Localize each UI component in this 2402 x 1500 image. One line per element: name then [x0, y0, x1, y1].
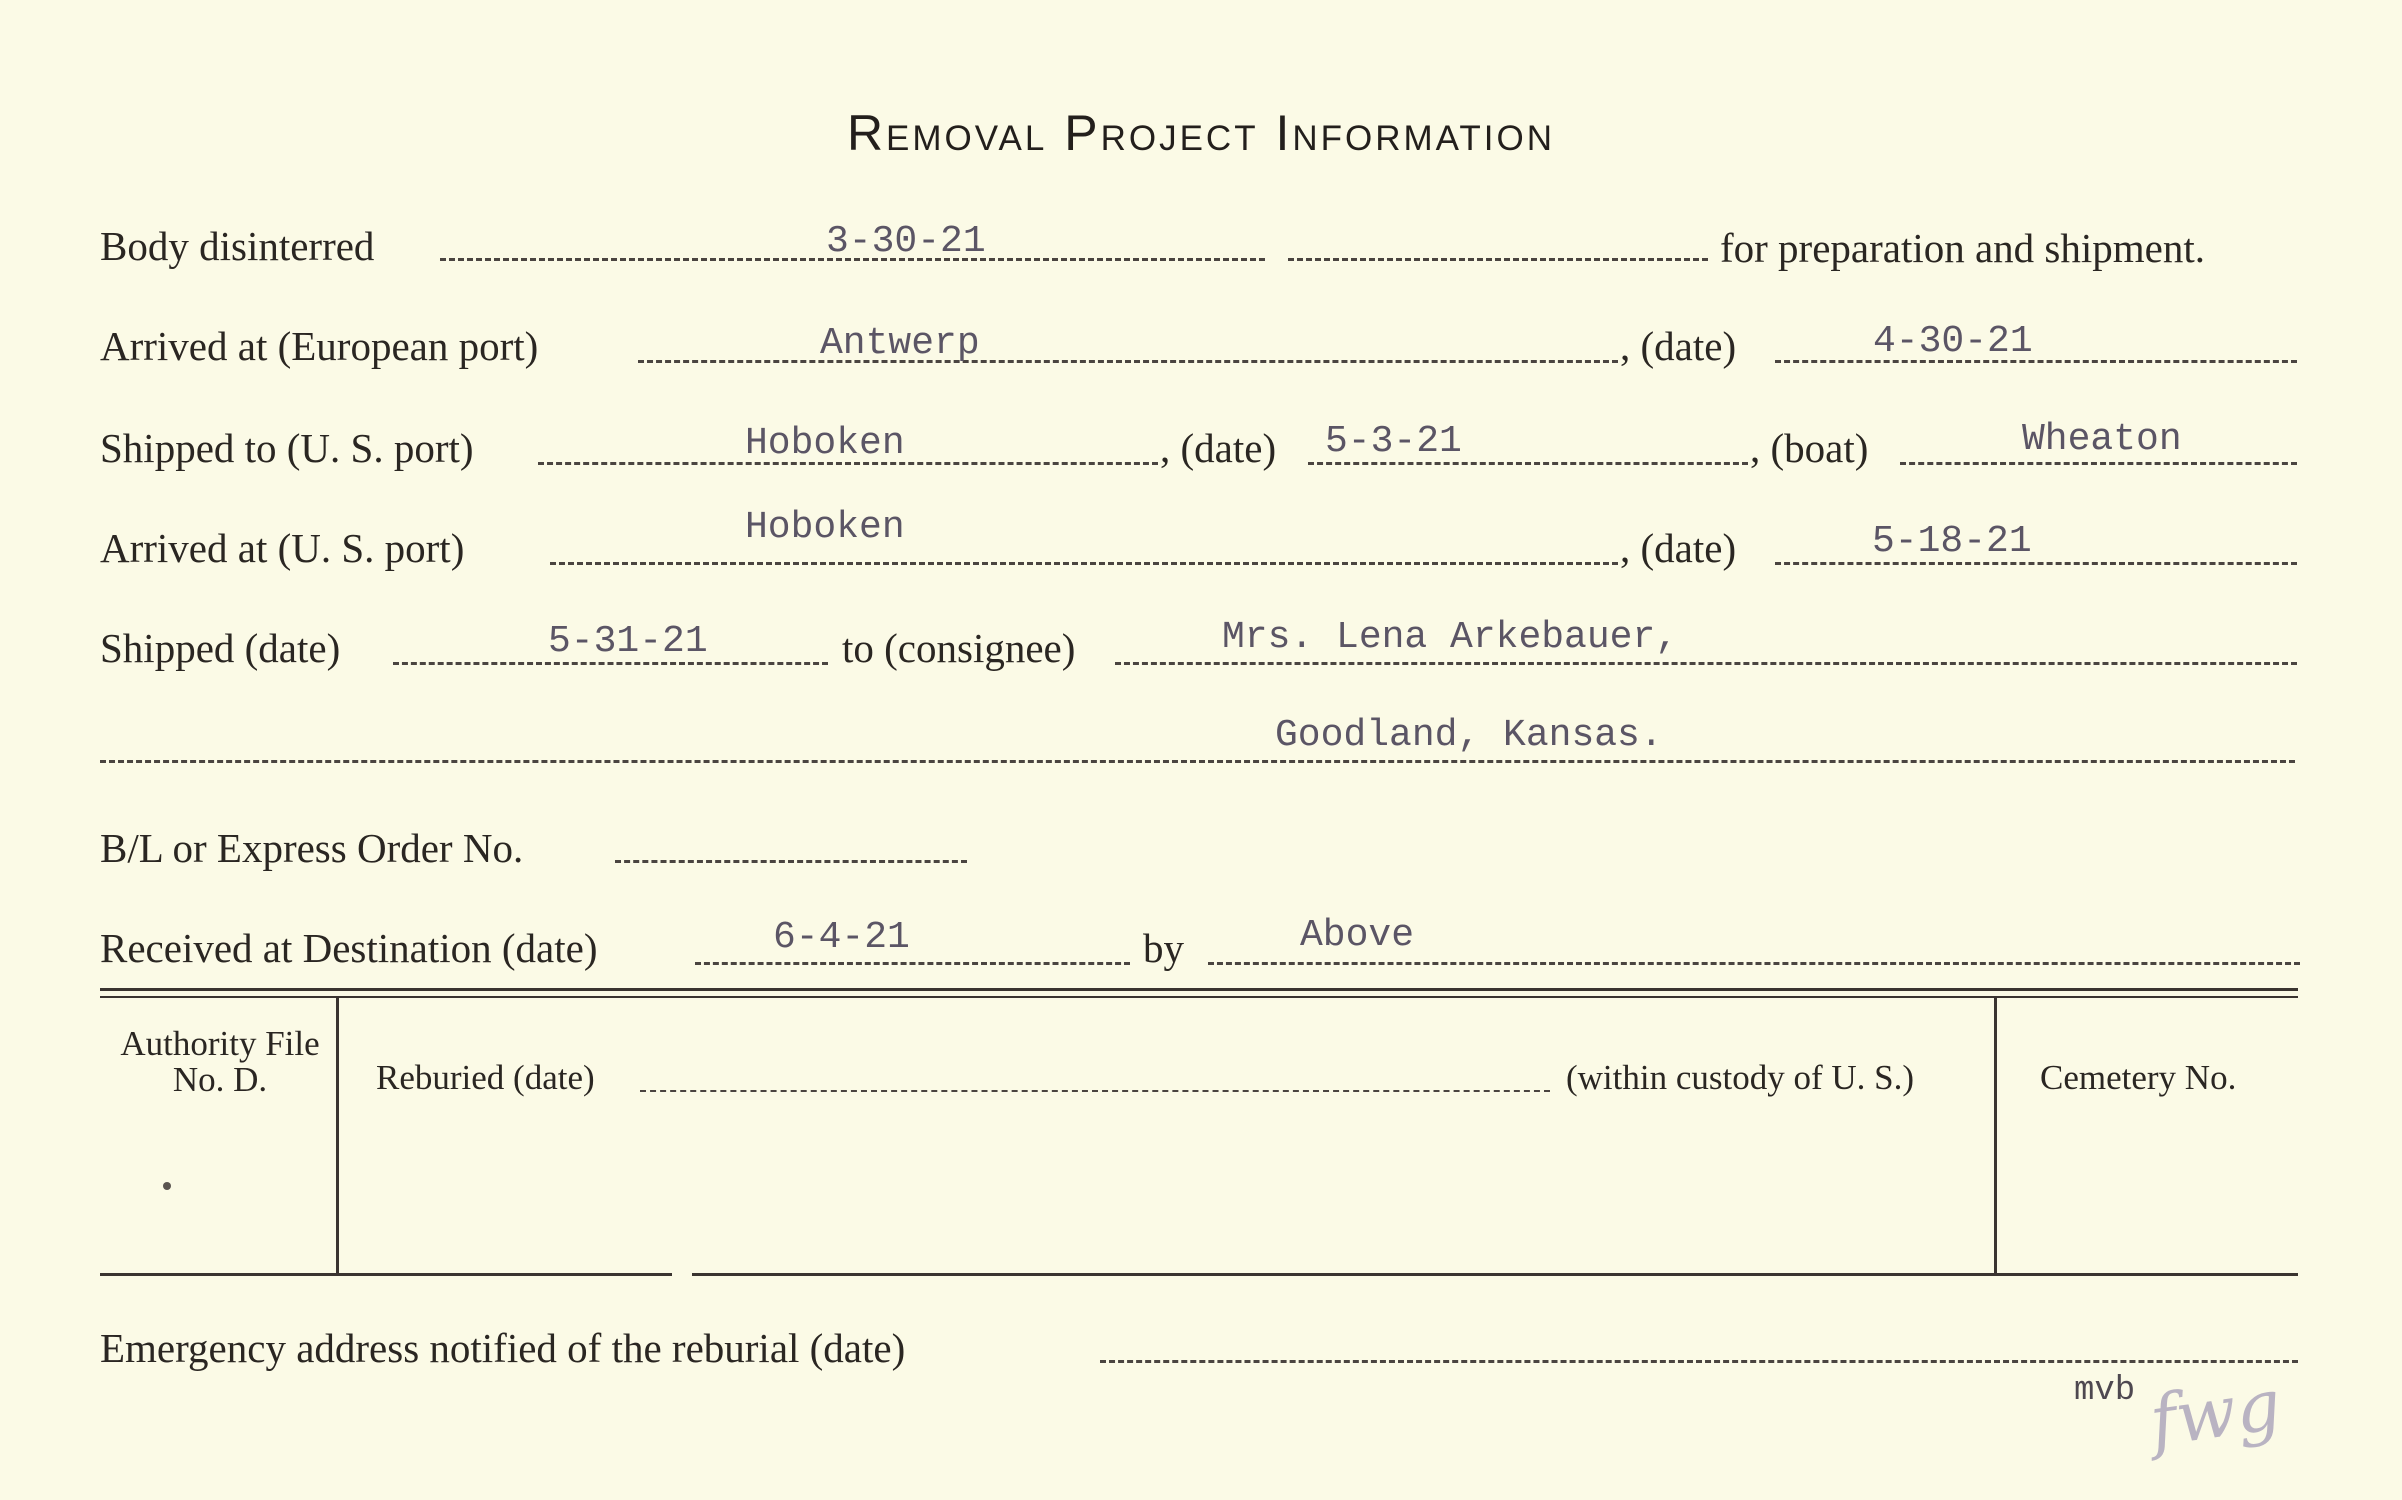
bl-order-line — [615, 860, 967, 863]
table-divider-right — [1994, 998, 1997, 1273]
body-disinterred-line-2 — [1288, 258, 1708, 261]
emergency-label: Emergency address notified of the reburial (date) — [100, 1325, 906, 1371]
body-disinterred-label: Body disinterred — [100, 223, 375, 269]
shipped-us-boat-label: , (boat) — [1750, 425, 1869, 471]
body-disinterred-suffix: for preparation and shipment. — [1720, 225, 2206, 271]
reburied-line — [640, 1090, 1550, 1092]
shipped-us-date-value: 5-3-21 — [1325, 420, 1462, 463]
received-by-value: Above — [1300, 914, 1415, 957]
shipped-us-boat-value: Wheaton — [2022, 418, 2182, 461]
body-disinterred-value: 3-30-21 — [826, 220, 986, 263]
reburied-label: Reburied (date) — [376, 1058, 595, 1097]
custody-label: (within custody of U. S.) — [1566, 1058, 1915, 1097]
arrived-european-date-label: , (date) — [1620, 323, 1737, 369]
table-bottom-rule-1 — [100, 1273, 672, 1276]
shipped-us-value: Hoboken — [745, 422, 905, 465]
table-divider-left — [336, 998, 339, 1273]
shipped-date-label: Shipped (date) — [100, 625, 341, 671]
typed-initials: mvb — [2074, 1372, 2136, 1410]
arrived-us-date-line — [1775, 562, 2297, 565]
shipped-us-boat-line — [1900, 462, 2297, 465]
authority-label: Authority File No. D. — [120, 1024, 320, 1099]
arrived-us-value: Hoboken — [745, 506, 905, 549]
arrived-us-date-value: 5-18-21 — [1872, 520, 2032, 563]
emergency-line — [1100, 1360, 2298, 1363]
address-value: Goodland, Kansas. — [1275, 714, 1663, 757]
table-bottom-rule-2 — [692, 1273, 2298, 1276]
card-title: Removal Project Information — [846, 105, 1556, 161]
received-value: 6-4-21 — [773, 916, 910, 959]
ink-dot — [163, 1182, 171, 1190]
shipped-us-label: Shipped to (U. S. port) — [100, 425, 474, 471]
arrived-european-date-value: 4-30-21 — [1873, 320, 2033, 363]
arrived-us-line — [550, 562, 1618, 565]
received-by-line — [1208, 962, 2300, 965]
consignee-value: Mrs. Lena Arkebauer, — [1222, 616, 1679, 659]
consignee-line — [1115, 662, 2297, 665]
arrived-us-date-label: , (date) — [1620, 525, 1737, 571]
handwritten-initials: fwg — [2144, 1363, 2286, 1463]
table-top-rule — [100, 988, 2298, 991]
bl-order-label: B/L or Express Order No. — [100, 825, 524, 871]
arrived-european-label: Arrived at (European port) — [100, 323, 539, 369]
shipped-date-value: 5-31-21 — [548, 620, 708, 663]
address-line — [100, 760, 2295, 763]
received-label: Received at Destination (date) — [100, 925, 598, 971]
received-by-label: by — [1143, 925, 1184, 971]
arrived-european-date-line — [1775, 360, 2297, 363]
table-top-rule-2 — [100, 996, 2298, 998]
arrived-european-value: Antwerp — [820, 322, 980, 365]
cemetery-label: Cemetery No. — [2040, 1058, 2237, 1097]
consignee-label: to (consignee) — [842, 625, 1076, 671]
arrived-us-label: Arrived at (U. S. port) — [100, 525, 465, 571]
received-line — [695, 962, 1130, 965]
arrived-european-line — [638, 360, 1618, 363]
shipped-us-date-label: , (date) — [1160, 425, 1277, 471]
